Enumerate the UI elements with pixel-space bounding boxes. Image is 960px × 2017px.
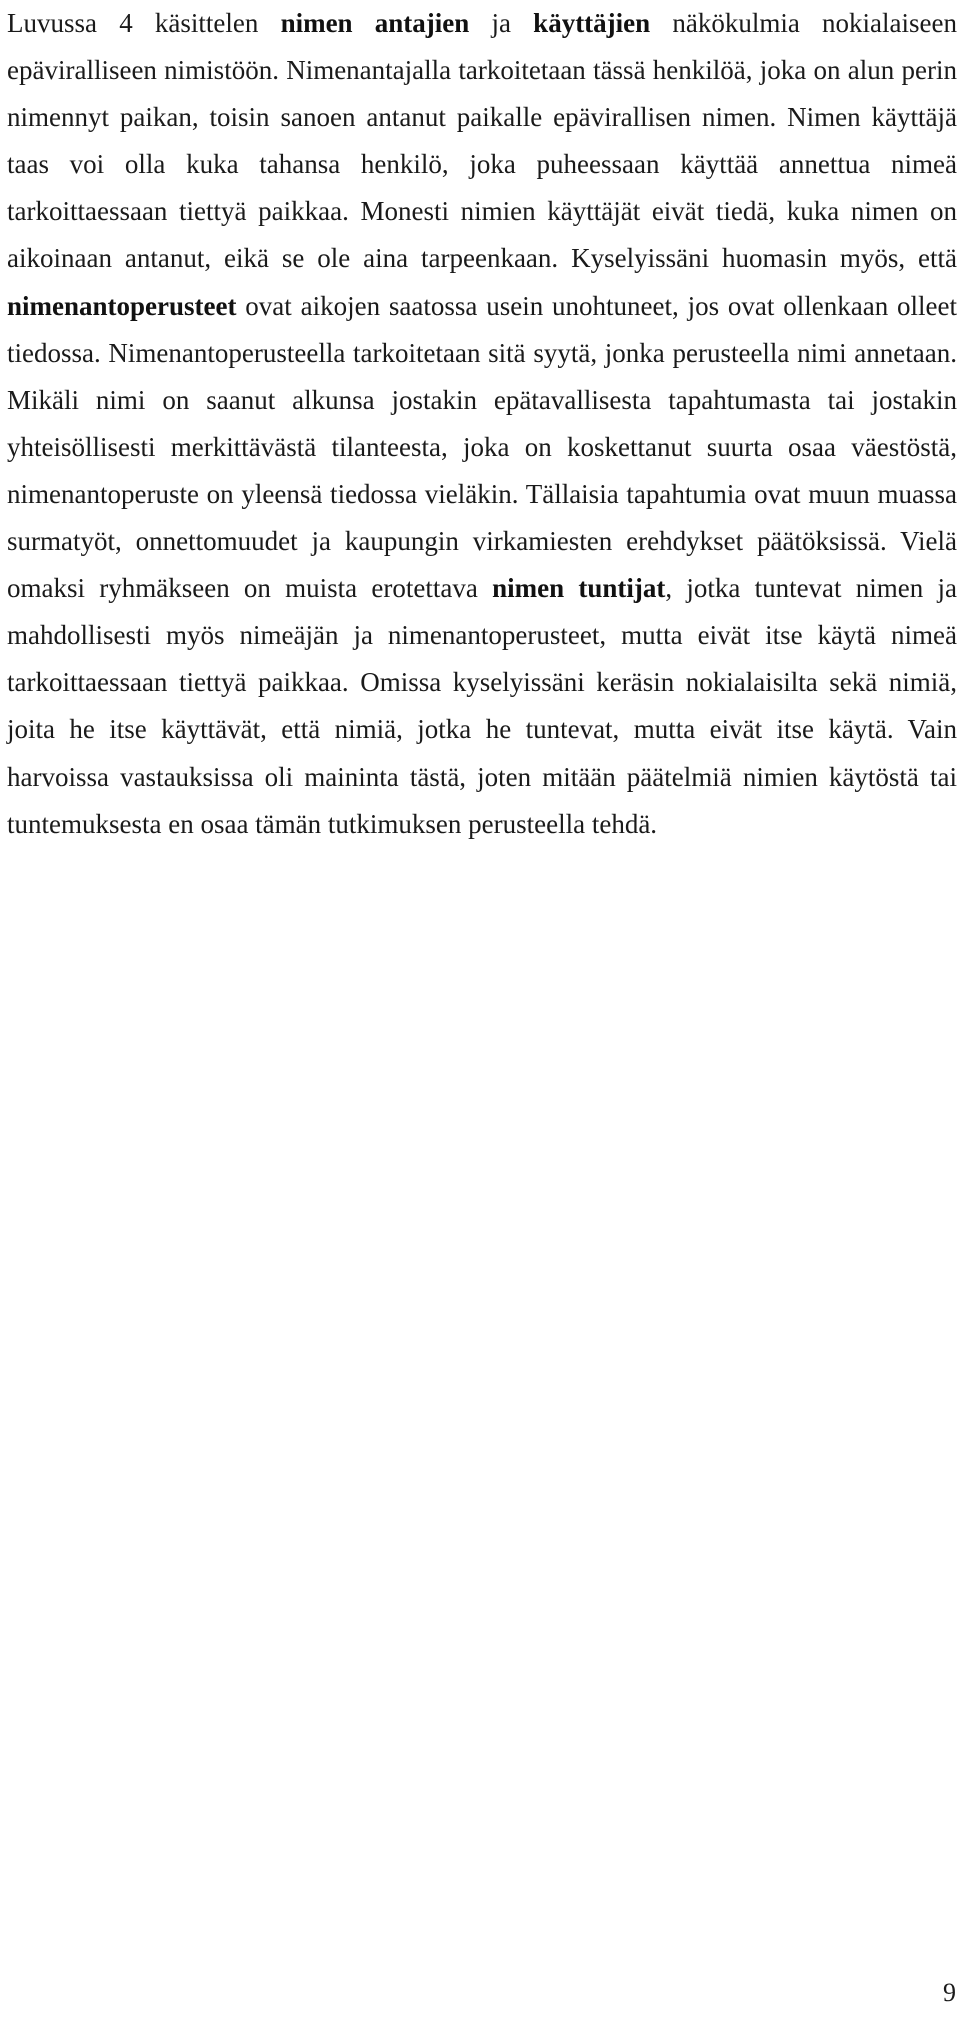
bold-term-name-givers: nimen antajien <box>280 8 470 38</box>
bold-term-name-knowers: nimen tuntijat <box>492 573 666 604</box>
bold-term-users: käyttäjien <box>533 8 651 38</box>
text-segment: Luvussa 4 käsittelen <box>7 8 281 38</box>
bold-term-naming-grounds: nimenantoperusteet <box>7 290 237 321</box>
page-number: 9 <box>943 1978 956 2007</box>
text-segment: näkökulmia nokialaiseen epäviralliseen nimistöön. Nimenantajalla tarkoitetaan tässä henkilöä, joka on alun perin nimennyt paikan, toisin sanoen antanut paikalle epävirallisen nimen. Nimen käyttäjä taas voi olla kuka tahansa henkilö, joka puheessaan käyttää annettua nimeä tarkoittaessaan tiettyä paikkaa. Monesti nimien käyttäjät eivät tiedä, kuka nimen on aikoinaan antanut, eikä se ole aina tarpeenkaan. Kyselyissäni huomasin myös, että <box>7 8 957 274</box>
text-segment: , jotka tuntevat nimen ja mahdollisesti myös nimeäjän ja nimenantoperusteet, mutta eivät itse käytä nimeä tarkoittaessaan tiettyä paikkaa. Omissa kyselyissäni keräsin nokialaisilta sekä nimiä, joita he itse käyttävät, että nimiä, jotka he tuntevat, mutta eivät itse käytä. Vain harvoissa vastauksissa oli maininta tästä, joten mitään päätelmiä nimien käytöstä tai tuntemuksesta en osaa tämän tutkimuksen perusteella tehdä. <box>7 573 957 839</box>
body-paragraph <box>7 0 957 848</box>
text-segment: ja <box>469 8 534 38</box>
text-segment: ovat aikojen saatossa usein unohtuneet, jos ovat ollenkaan olleet tiedossa. Nimenantoperusteella tarkoitetaan sitä syytä, jonka perusteella nimi annetaan. Mikäli nimi on saanut alkunsa jostakin epätavallisesta tapahtumasta tai jostakin yhteisöllisesti merkittävästä tilanteesta, joka on koskettanut suurta osaa väestöstä, nimenantoperuste on yleensä tiedossa vieläkin. Tällaisia tapahtumia ovat muun muassa surmatyöt, onnettomuudet ja kaupungin virkamiesten erehdykset päätöksissä. Vielä omaksi ryhmäkseen on muista erotettava <box>7 290 957 604</box>
